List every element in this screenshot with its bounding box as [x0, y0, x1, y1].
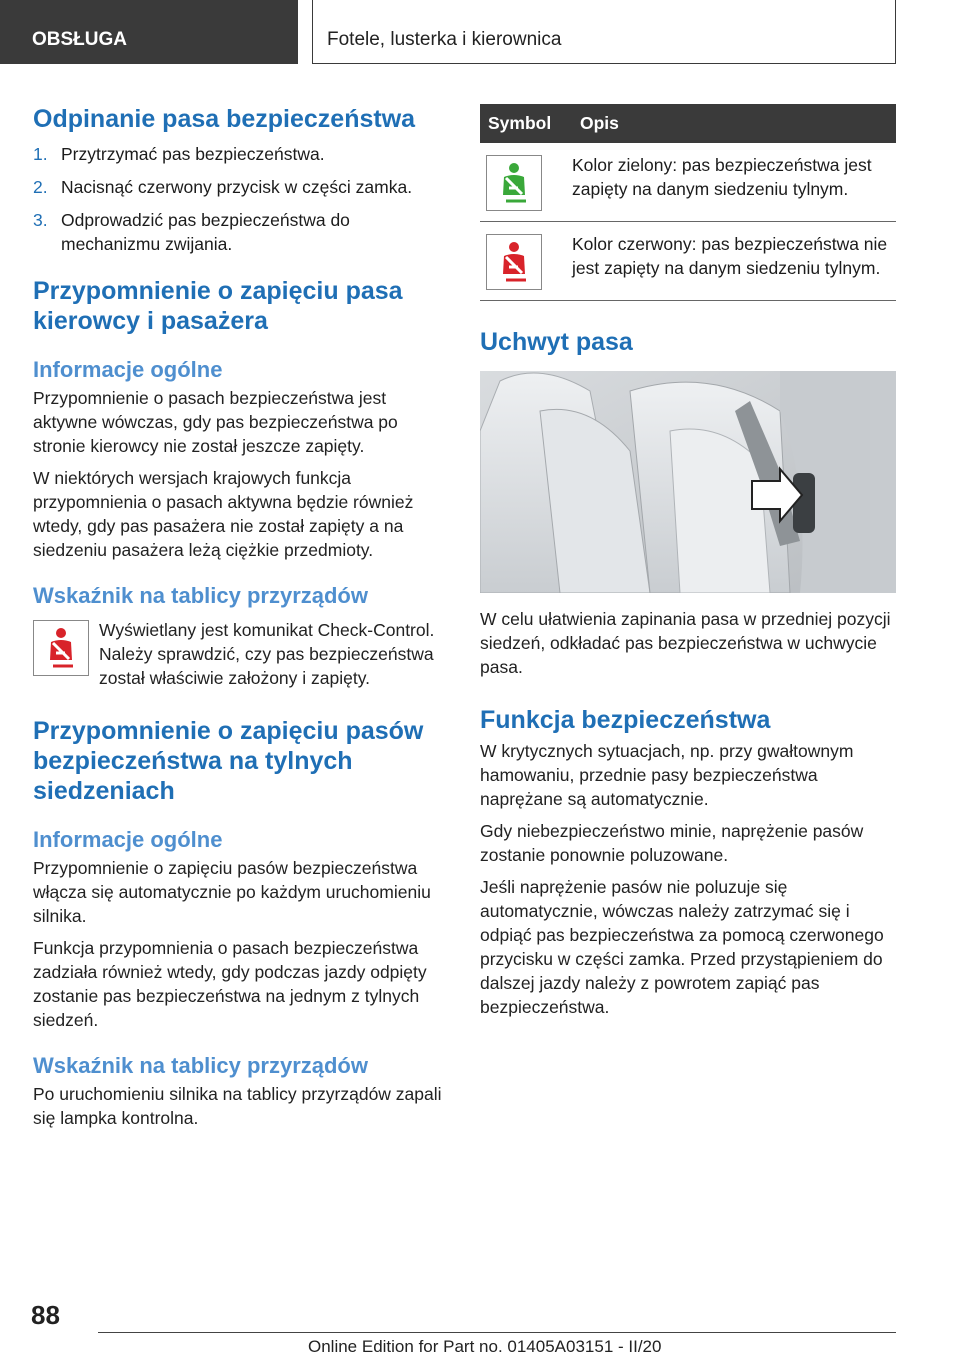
column-header-description: Opis — [572, 104, 896, 143]
belt-holder-photo — [480, 371, 896, 593]
subheading-general-2: Informacje ogólne — [33, 827, 223, 852]
paragraph-general-2b: Funkcja przypomnienia o pasach bezpieczeństwa zadziała również wtedy, gdy podczas jazdy odpięty zostanie pas bezpieczeństwa na jednym z tylnych siedzeń. — [33, 938, 427, 1030]
indicator-warning-block — [33, 618, 449, 690]
symbol-cell — [480, 143, 572, 222]
heading-rear-reminder: Przypomnienie o zapięciu pasów bezpieczeństwa na tylnych siedzeniach — [33, 717, 424, 805]
paragraph-general-1b: W niektórych wersjach krajowych funkcja przypomnienia o pasach aktywna będzie również wtedy, gdy pas pasażera nie został zapięty a na siedzeniu pasażera leżą ciężkie przedmioty. — [33, 468, 414, 560]
description-cell: Kolor czerwony: pas bezpieczeństwa nie jest zapięty na danym siedzeniu tylnym. — [572, 222, 896, 301]
step-text: Nacisnąć czerwony przycisk w części zamka. — [61, 177, 413, 197]
step-number: 1. — [33, 144, 48, 164]
column-header-symbol: Symbol — [480, 104, 572, 143]
seatbelt-red-icon — [486, 234, 542, 290]
page-header — [0, 0, 960, 66]
list-item — [33, 142, 449, 166]
footer-edition: Online Edition for Part no. 01405A03151 - II/20 — [308, 1337, 662, 1356]
page-number: 88 — [31, 1300, 60, 1330]
symbol-table — [480, 104, 896, 301]
list-item — [33, 175, 449, 199]
symbol-cell — [480, 222, 572, 301]
table-header-row — [480, 104, 896, 143]
heading-belt-holder: Uchwyt pasa — [480, 328, 633, 356]
step-number: 2. — [33, 177, 48, 197]
heading-driver-reminder: Przypomnienie o zapięciu pasa kierowcy i pasażera — [33, 277, 403, 335]
step-number: 3. — [33, 210, 48, 230]
subheading-indicator-2: Wskaźnik na tablicy przyrządów — [33, 1053, 368, 1078]
description-cell: Kolor zielony: pas bezpieczeństwa jest zapięty na danym siedzeniu tylnym. — [572, 143, 896, 222]
unbuckle-steps — [33, 142, 449, 256]
step-text: Przytrzymać pas bezpieczeństwa. — [61, 144, 325, 164]
paragraph-general-2a: Przypomnienie o zapięciu pasów bezpieczeństwa włącza się automatycznie po każdym uruchomieniu silnika. — [33, 858, 431, 926]
heading-safety-function: Funkcja bezpieczeństwa — [480, 706, 771, 734]
paragraph-general-1a: Przypomnienie o pasach bezpieczeństwa jest aktywne wówczas, gdy pas bezpieczeństwa po stronie kierowcy nie został jeszcze zapięty. — [33, 388, 398, 456]
right-column — [480, 104, 896, 1019]
paragraph-indicator-1: Wyświetlany jest komunikat Check-Control. Należy sprawdzić, czy pas bezpieczeństwa został właściwie założony i zapięty. — [99, 620, 435, 688]
left-column — [33, 104, 449, 1130]
step-text: Odprowadzić pas bezpieczeństwa do mechanizmu zwijania. — [61, 210, 350, 254]
subheading-general-1: Informacje ogólne — [33, 357, 223, 382]
section-tab: OBSŁUGA — [0, 0, 298, 64]
chapter-title: Fotele, lusterka i kierownica — [312, 0, 896, 64]
seatbelt-red-icon — [33, 620, 89, 676]
paragraph-belt-holder: W celu ułatwienia zapinania pasa w przedniej pozycji siedzeń, odkładać pas bezpieczeństwa w uchwycie pasa. — [480, 609, 891, 677]
list-item — [33, 208, 449, 256]
heading-unbuckle: Odpinanie pasa bezpieczeństwa — [33, 105, 416, 133]
paragraph-function-3: Jeśli naprężenie pasów nie poluzuje się automatycznie, wówczas należy zatrzymać się i odpiąć pas bezpieczeństwa za pomocą czerwonego przycisku w części zamka. Przed przystąpieniem do dalszej jazdy należy z powrotem zapiąć pas bezpieczeństwa. — [480, 877, 884, 1017]
seatbelt-green-icon — [486, 155, 542, 211]
subheading-indicator-1: Wskaźnik na tablicy przyrządów — [33, 583, 368, 608]
paragraph-indicator-2: Po uruchomieniu silnika na tablicy przyrządów zapali się lampka kontrolna. — [33, 1084, 442, 1128]
footer-divider — [98, 1332, 896, 1333]
table-row — [480, 143, 896, 222]
paragraph-function-2: Gdy niebezpieczeństwo minie, naprężenie pasów zostanie ponownie poluzowane. — [480, 821, 864, 865]
table-row — [480, 222, 896, 301]
paragraph-function-1: W krytycznych sytuacjach, np. przy gwałtownym hamowaniu, przednie pasy bezpieczeństwa naprężane są automatycznie. — [480, 741, 854, 809]
